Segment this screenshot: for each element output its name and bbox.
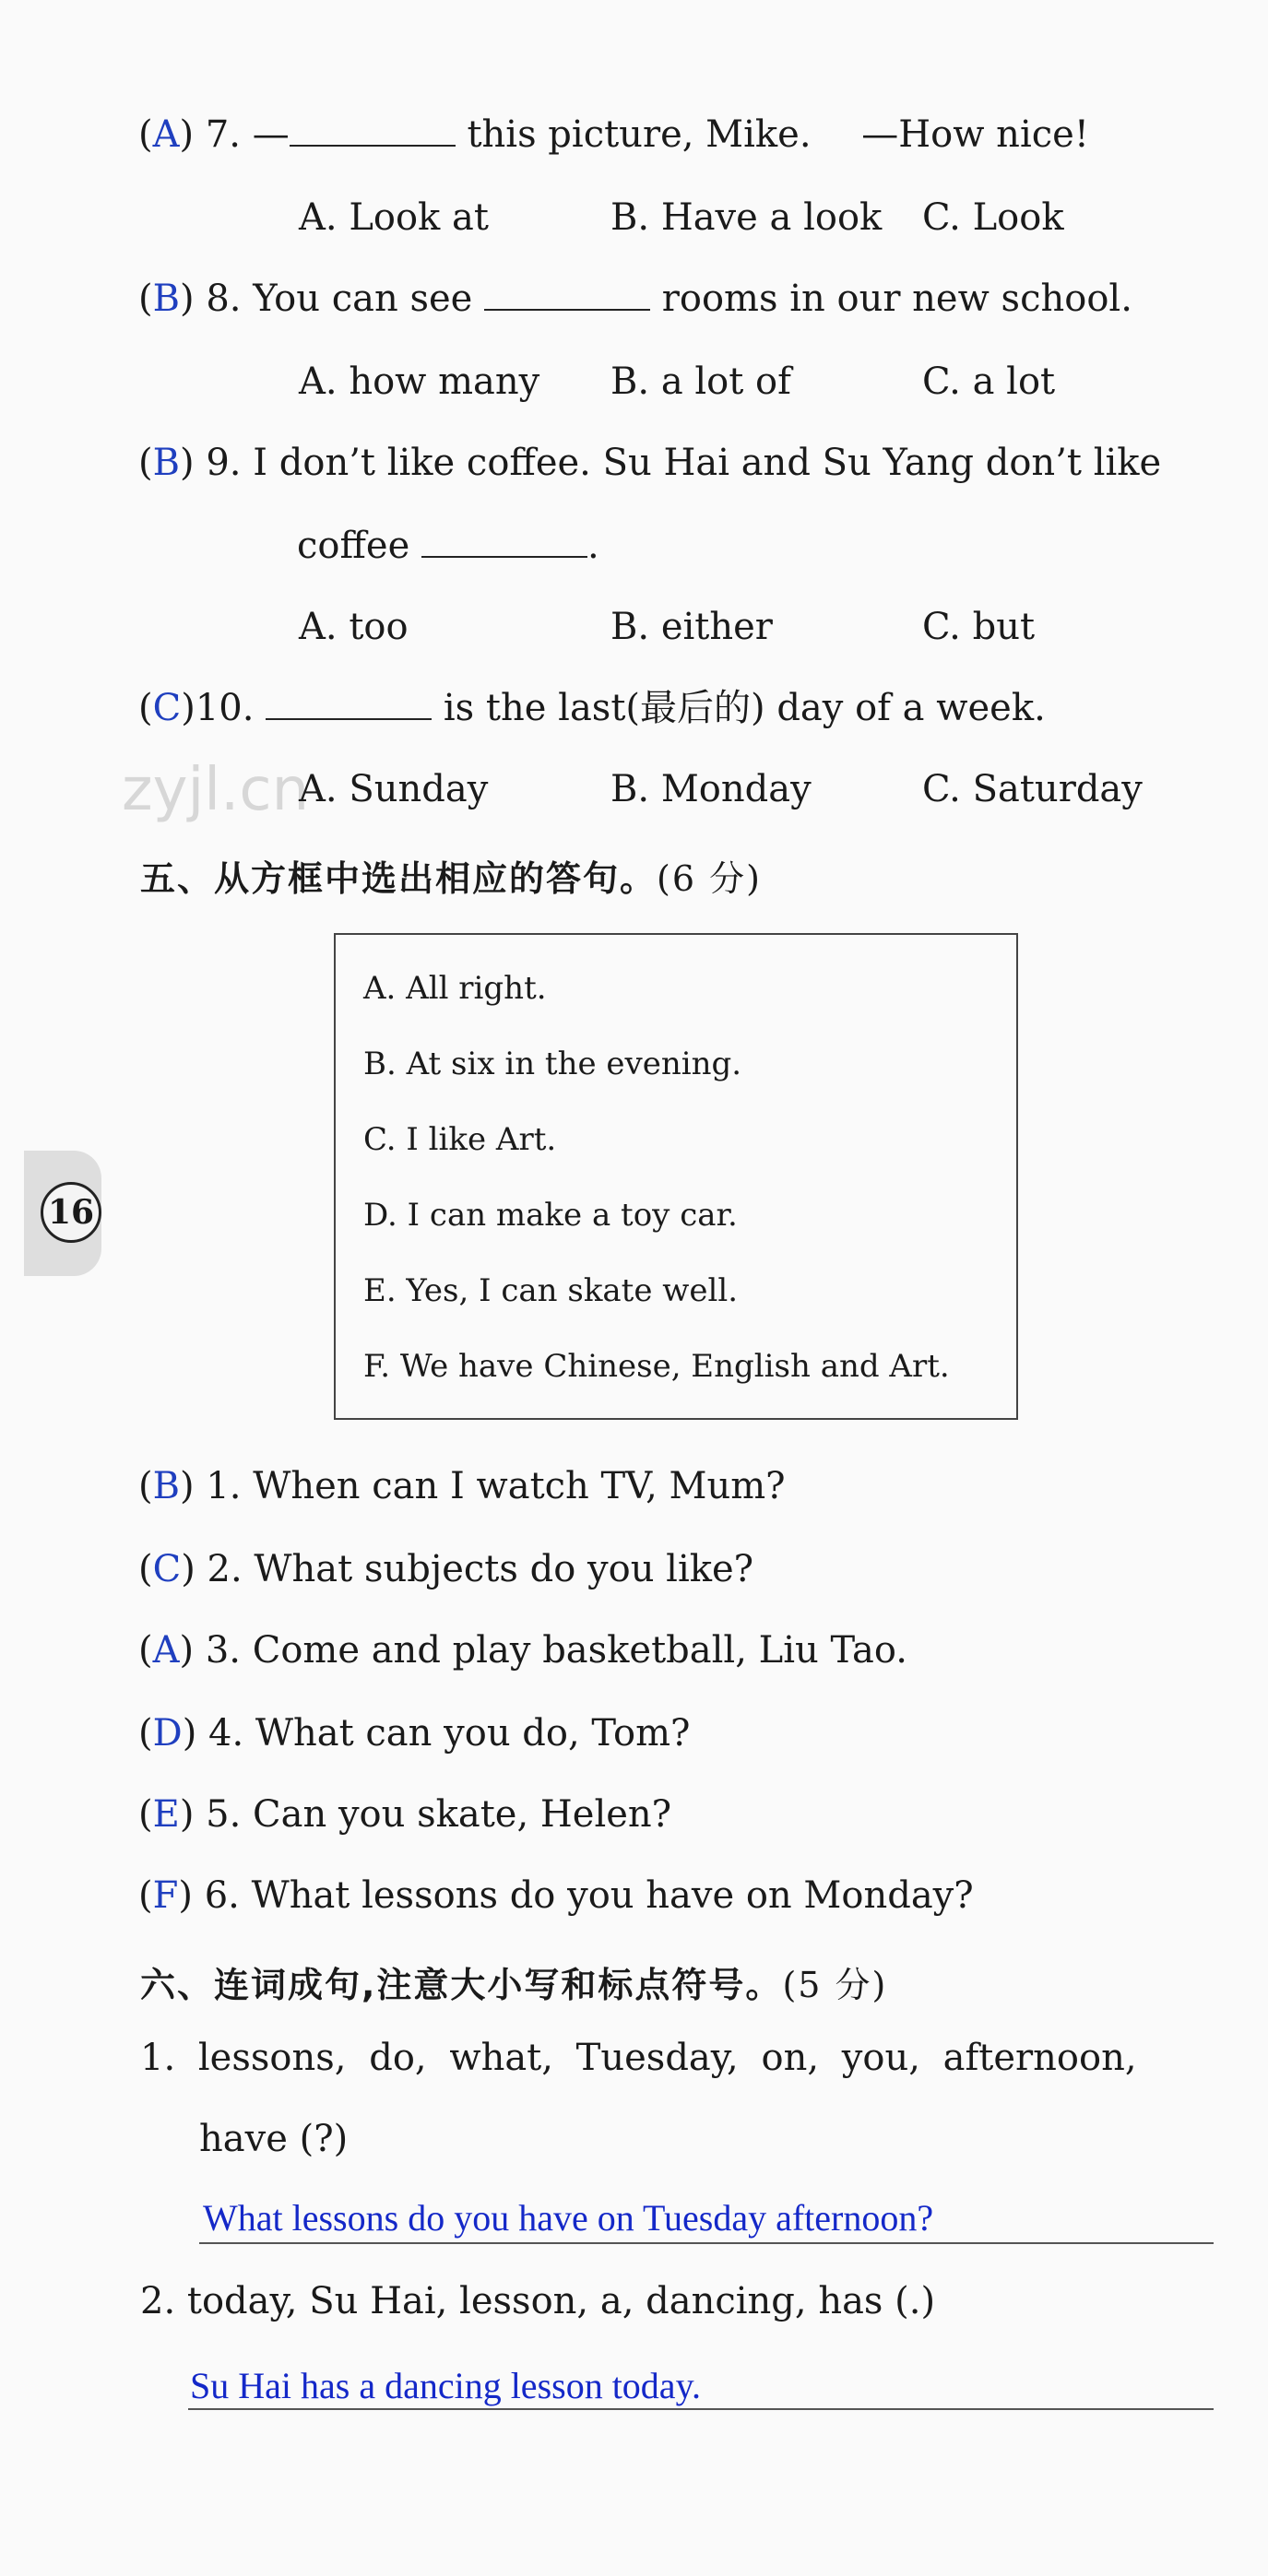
blank-line: [484, 281, 650, 311]
answer-mark: F: [152, 1874, 179, 1917]
word-list: lessons, do, what, Tuesday, on, you, afternoon,: [197, 2037, 1137, 2079]
answer-line-1: [199, 2242, 1214, 2244]
option-b: B. either: [610, 606, 773, 648]
question-stem: coffee: [297, 525, 410, 567]
question-text: 2. What subjects do you like?: [207, 1548, 754, 1590]
question-number: 8.: [206, 278, 242, 320]
written-answer-2: Su Hai has a dancing lesson today.: [190, 2365, 701, 2406]
option-a: A. how many: [299, 360, 540, 403]
answer-mark: A: [152, 1629, 180, 1672]
section-heading-6: [140, 1956, 887, 2007]
word-list-line2: have (?): [199, 2118, 349, 2160]
box-option-a: A. All right.: [363, 970, 547, 1007]
answer-mark: C: [152, 687, 182, 729]
question-stem: You can see: [253, 278, 473, 320]
options-box: [334, 933, 1018, 1420]
answer-mark: B: [152, 278, 181, 320]
option-c: C. a lot: [922, 360, 1056, 403]
blank-line: [290, 117, 456, 147]
question-stem: —How nice!: [861, 113, 1089, 156]
option-c: C. Look: [922, 196, 1064, 239]
reorder-item-2: [140, 2280, 936, 2322]
question-9: (B) 9. I don’t like coffee. Su Hai and Su Yang don’t like: [138, 442, 1162, 484]
dash: —: [252, 113, 290, 156]
question-7: (A) 7. — this picture, Mike. —How nice!: [138, 113, 1089, 156]
answer-mark: E: [152, 1793, 180, 1836]
question-9-line2: [297, 525, 599, 567]
question-text: 3. Come and play basketball, Liu Tao.: [205, 1629, 907, 1672]
section-title: 五、从方框中选出相应的答句。: [140, 858, 658, 899]
option-c: C. Saturday: [922, 768, 1143, 810]
option-a: A. Sunday: [299, 768, 489, 810]
question-number: 10.: [195, 687, 255, 729]
match-item-4: (D) 4. What can you do, Tom?: [138, 1712, 691, 1755]
word-list: today, Su Hai, lesson, a, dancing, has (.): [186, 2280, 936, 2322]
box-option-e: E. Yes, I can skate well.: [363, 1272, 739, 1309]
question-stem: I don’t like coffee. Su Hai and Su Yang don’t like: [253, 442, 1162, 484]
question-stem: is the last(最后的) day of a week.: [443, 687, 1046, 729]
question-text: 5. Can you skate, Helen?: [206, 1793, 672, 1836]
option-b: B. Have a look: [610, 196, 883, 239]
blank-line: [421, 528, 587, 558]
question-number: 7.: [205, 113, 241, 156]
page-number: 16: [41, 1182, 101, 1243]
section-title: 六、连词成句,注意大小写和标点符号。: [140, 1965, 783, 2005]
written-answer-1: What lessons do you have on Tuesday afternoon?: [203, 2197, 934, 2239]
question-10: (C)10. is the last(最后的) day of a week.: [138, 687, 1046, 729]
match-item-2: (C) 2. What subjects do you like?: [138, 1548, 754, 1590]
box-option-b: B. At six in the evening.: [363, 1046, 742, 1082]
answer-mark: B: [152, 442, 181, 484]
question-text: 6. What lessons do you have on Monday?: [204, 1874, 974, 1917]
option-a: A. too: [299, 606, 409, 648]
box-option-d: D. I can make a toy car.: [363, 1197, 738, 1234]
section-points: (5 分): [782, 1965, 888, 2005]
option-b: B. a lot of: [610, 360, 791, 403]
box-option-f: F. We have Chinese, English and Art.: [363, 1348, 950, 1385]
option-a: A. Look at: [299, 196, 489, 239]
answer-mark: C: [152, 1548, 182, 1590]
match-item-6: (F) 6. What lessons do you have on Monday?: [138, 1874, 974, 1917]
question-text: 1. When can I watch TV, Mum?: [206, 1465, 786, 1507]
answer-mark: B: [152, 1465, 181, 1507]
period: .: [587, 525, 599, 567]
match-item-3: (A) 3. Come and play basketball, Liu Tao.: [138, 1629, 907, 1672]
question-number: 2.: [140, 2280, 176, 2322]
match-item-5: (E) 5. Can you skate, Helen?: [138, 1793, 672, 1836]
answer-mark: A: [152, 113, 180, 156]
question-number: 1.: [140, 2037, 176, 2079]
question-stem: this picture, Mike.: [467, 113, 812, 156]
watermark: zyjl.cn: [122, 756, 310, 824]
answer-mark: D: [152, 1712, 183, 1755]
question-8: (B) 8. You can see rooms in our new school.: [138, 278, 1132, 320]
question-text: 4. What can you do, Tom?: [208, 1712, 691, 1755]
question-number: 9.: [206, 442, 242, 484]
box-option-c: C. I like Art.: [363, 1121, 557, 1158]
answer-line-2: [188, 2408, 1214, 2410]
reorder-item-1: [140, 2037, 1137, 2079]
option-b: B. Monday: [610, 768, 812, 810]
section-points: (6 分): [657, 858, 762, 899]
match-item-1: (B) 1. When can I watch TV, Mum?: [138, 1465, 786, 1507]
section-heading-5: [140, 850, 762, 901]
option-c: C. but: [922, 606, 1036, 648]
question-stem: rooms in our new school.: [661, 278, 1132, 320]
blank-line: [266, 691, 432, 720]
